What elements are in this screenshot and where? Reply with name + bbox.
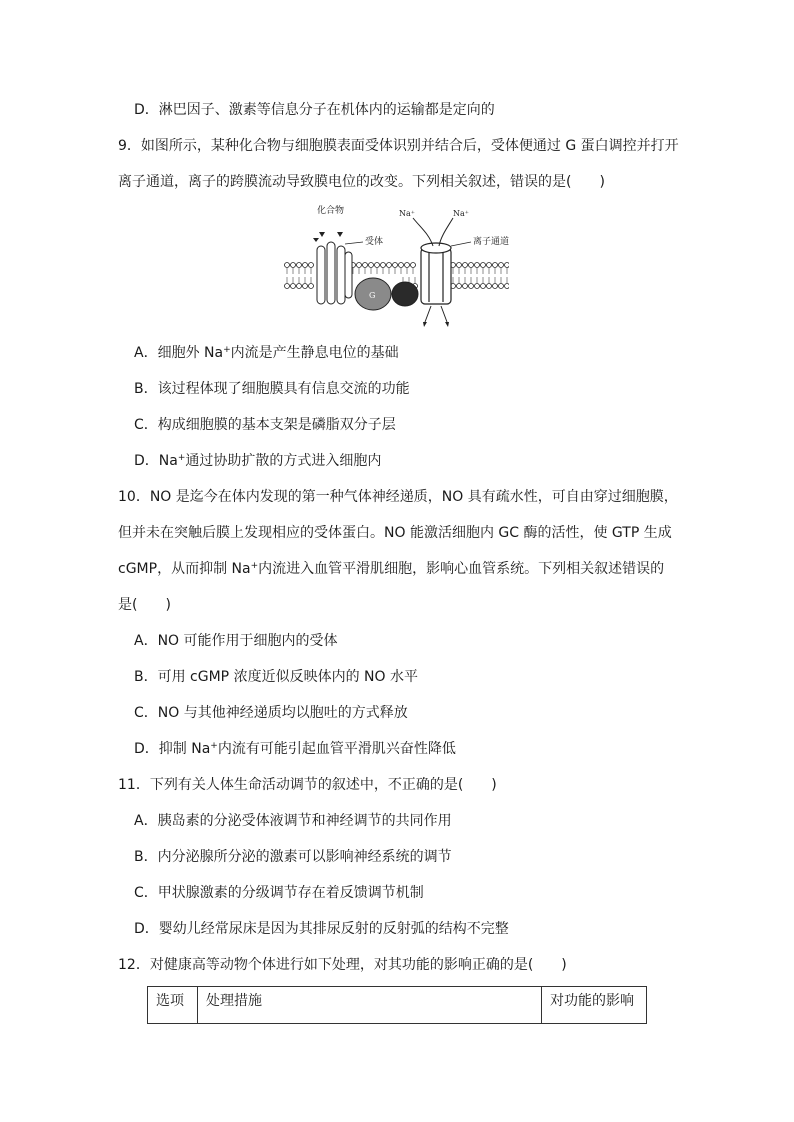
q12-stem: 12．对健康高等动物个体进行如下处理，对其功能的影响正确的是( ) bbox=[118, 957, 567, 973]
q9-option-b: B．该过程体现了细胞膜具有信息交流的功能 bbox=[134, 381, 410, 397]
membrane-receptor-diagram bbox=[283, 202, 509, 328]
q11-stem: 11．下列有关人体生命活动调节的叙述中，不正确的是( ) bbox=[118, 777, 497, 793]
ion-channel bbox=[421, 243, 451, 304]
q10-stem-line1: 10．NO 是迄今在体内发现的第一种气体神经递质，NO 具有疏水性，可自由穿过细胞膜， bbox=[118, 489, 678, 505]
label-compound: 化合物 bbox=[317, 206, 345, 216]
table-header-effect: 对功能的影响 bbox=[550, 993, 634, 1009]
q11-option-c: C．甲状腺激素的分级调节存在着反馈调节机制 bbox=[134, 885, 424, 901]
label-g: G bbox=[369, 291, 376, 300]
q9-option-a: A．细胞外 Na+内流是产生静息电位的基础 bbox=[134, 345, 399, 361]
q10-stem-line4: 是( ) bbox=[118, 597, 171, 613]
q10-stem-line2: 但并未在突触后膜上发现相应的受体蛋白。NO 能激活细胞内 GC 酶的活性，使 GTP 生成 bbox=[118, 525, 672, 541]
q10-stem-line3: cGMP，从而抑制 Na+内流进入血管平滑肌细胞，影响心血管系统。下列相关叙述错误的 bbox=[118, 561, 665, 577]
q11-option-b: B．内分泌腺所分泌的激素可以影响神经系统的调节 bbox=[134, 849, 452, 865]
q8-option-d: D．淋巴因子、激素等信息分子在机体内的运输都是定向的 bbox=[134, 102, 495, 118]
q9-option-d: D．Na+通过协助扩散的方式进入细胞内 bbox=[134, 453, 382, 469]
table-header-option: 选项 bbox=[148, 987, 198, 1023]
q10-option-a: A．NO 可能作用于细胞内的受体 bbox=[134, 633, 338, 649]
q9-stem-line2: 离子通道，离子的跨膜流动导致膜电位的改变。下列相关叙述，错误的是( ) bbox=[118, 174, 605, 190]
q11-option-a: A．胰岛素的分泌受体液调节和神经调节的共同作用 bbox=[134, 813, 452, 829]
label-na-left: Na⁺ bbox=[399, 209, 415, 218]
q10-option-c: C．NO 与其他神经递质均以胞吐的方式释放 bbox=[134, 705, 408, 721]
q11-option-d: D．婴幼儿经常尿床是因为其排尿反射的反射弧的结构不完整 bbox=[134, 921, 509, 937]
label-channel: 离子通道 bbox=[473, 237, 509, 247]
q9-option-c: C．构成细胞膜的基本支架是磷脂双分子层 bbox=[134, 417, 396, 433]
q10-option-b: B．可用 cGMP 浓度近似反映体内的 NO 水平 bbox=[134, 669, 418, 685]
label-na-right: Na⁺ bbox=[453, 209, 469, 218]
compound-marker bbox=[313, 232, 343, 242]
label-receptor: 受体 bbox=[365, 237, 384, 247]
q10-option-d: D．抑制 Na+内流有可能引起血管平滑肌兴奋性降低 bbox=[134, 741, 456, 757]
q9-stem-line1: 9．如图所示，某种化合物与细胞膜表面受体识别并结合后，受体便通过 G 蛋白调控并打开 bbox=[118, 138, 679, 154]
receptor bbox=[317, 242, 352, 304]
table-header-treatment: 处理措施 bbox=[198, 987, 542, 1023]
q12-table bbox=[147, 986, 647, 1024]
